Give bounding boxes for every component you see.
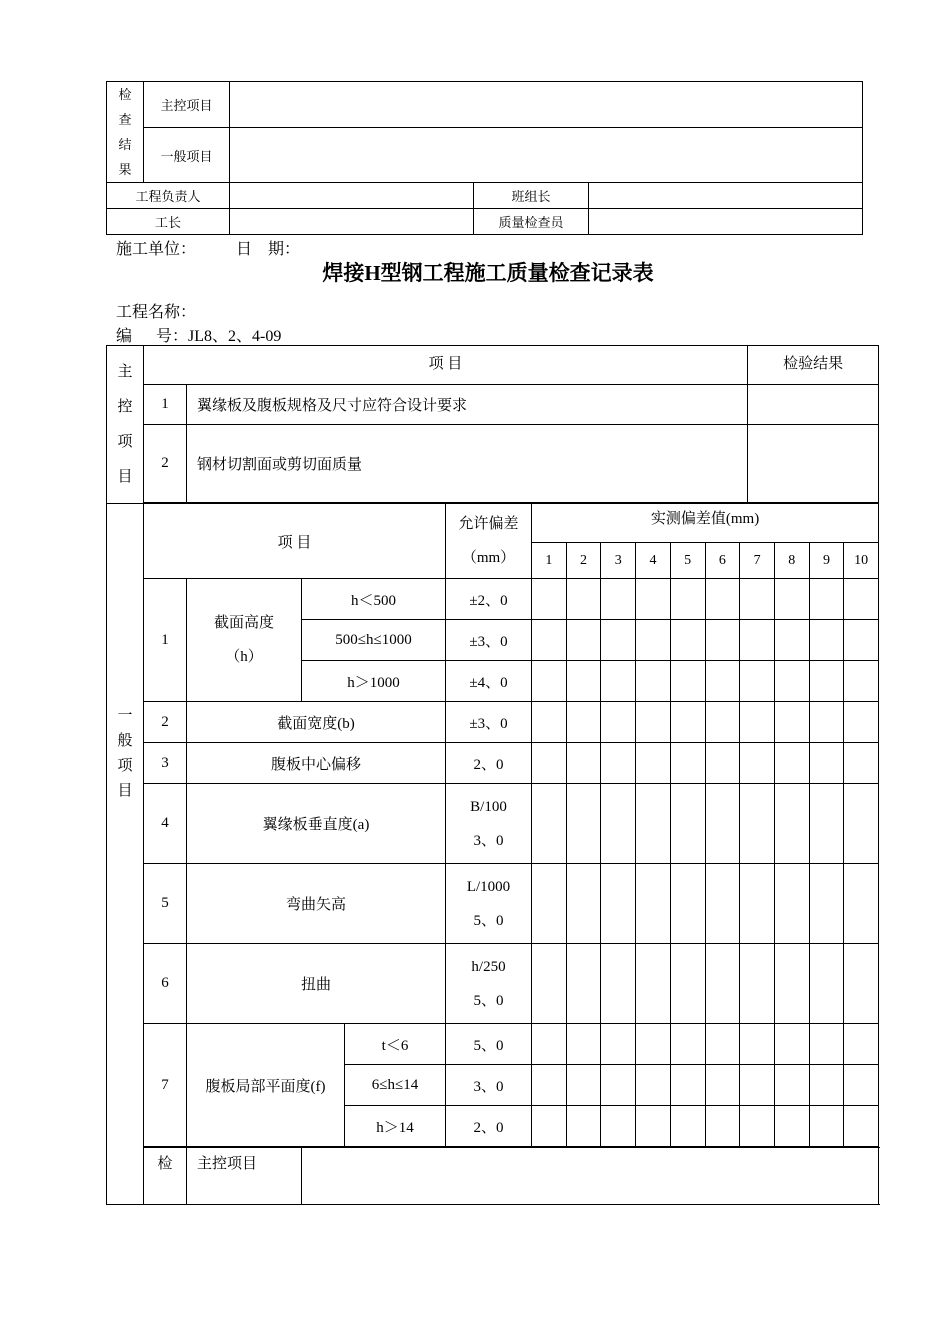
inspection-record-table xyxy=(106,345,879,1205)
measured-col-header: 2 xyxy=(567,543,602,578)
measured-cells[interactable] xyxy=(532,864,879,944)
measured-value-cell[interactable] xyxy=(532,1106,567,1146)
measured-value-cell[interactable] xyxy=(601,864,636,943)
measured-value-cell[interactable] xyxy=(636,944,671,1023)
check-result-label: 检 查 结 果 xyxy=(107,82,144,183)
measured-value-cell[interactable] xyxy=(810,743,845,783)
item-condition: h＞14 xyxy=(345,1106,446,1147)
measured-col-header: 8 xyxy=(775,543,810,578)
measured-value-cell[interactable] xyxy=(740,864,775,943)
main-row-result[interactable] xyxy=(748,385,879,425)
item-tolerance: 3、0 xyxy=(446,1065,532,1106)
measured-value-cell[interactable] xyxy=(532,661,567,701)
measured-value-cell[interactable] xyxy=(636,1024,671,1064)
measured-value-cell[interactable] xyxy=(706,743,741,783)
measured-value-cell[interactable] xyxy=(775,579,810,619)
measured-value-cell[interactable] xyxy=(775,1106,810,1146)
item-tolerance: ±2、0 xyxy=(446,579,532,620)
measured-value-cell[interactable] xyxy=(810,702,845,742)
measured-value-cell[interactable] xyxy=(671,579,706,619)
measured-value-cell[interactable] xyxy=(844,1024,878,1064)
measured-value-cell[interactable] xyxy=(810,1106,845,1146)
measured-value-cell[interactable] xyxy=(775,661,810,701)
measured-value-cell[interactable] xyxy=(740,620,775,660)
measured-value-cell[interactable] xyxy=(740,1106,775,1146)
item-name: 翼缘板垂直度(a) xyxy=(187,784,446,864)
measured-value-cell[interactable] xyxy=(601,944,636,1023)
measured-value-cell[interactable] xyxy=(844,1106,878,1146)
measured-value-cell[interactable] xyxy=(532,620,567,660)
measured-value-cell[interactable] xyxy=(706,864,741,943)
item-name: 截面高度 （h） xyxy=(187,579,302,702)
main-row-text: 翼缘板及腹板规格及尺寸应符合设计要求 xyxy=(187,385,748,425)
measured-value-cell[interactable] xyxy=(567,1024,602,1064)
bottom-main-items-label: 主控项目 xyxy=(187,1148,302,1205)
measured-cells[interactable] xyxy=(532,702,879,743)
measured-value-cell[interactable] xyxy=(671,784,706,863)
measured-value-cell[interactable] xyxy=(775,620,810,660)
item-name: 扭曲 xyxy=(187,944,446,1024)
item-tolerance: ±3、0 xyxy=(446,702,532,743)
measured-value-cell[interactable] xyxy=(601,1106,636,1146)
measured-value-cell[interactable] xyxy=(740,944,775,1023)
measured-value-cell[interactable] xyxy=(740,1065,775,1105)
measured-value-cell[interactable] xyxy=(636,579,671,619)
quality-inspector-cell[interactable] xyxy=(589,209,863,235)
measured-value-cell[interactable] xyxy=(671,1106,706,1146)
measured-value-cell[interactable] xyxy=(532,579,567,619)
measured-value-cell[interactable] xyxy=(844,784,878,863)
measured-value-cell[interactable] xyxy=(740,661,775,701)
measured-value-cell[interactable] xyxy=(775,784,810,863)
foreman-label: 工长 xyxy=(107,209,230,235)
main-row-no: 1 xyxy=(144,385,187,425)
foreman-cell[interactable] xyxy=(230,209,474,235)
measured-cells[interactable] xyxy=(532,743,879,784)
measured-value-cell[interactable] xyxy=(532,1065,567,1105)
measured-value-cell[interactable] xyxy=(844,944,878,1023)
measured-value-cell[interactable] xyxy=(740,579,775,619)
item-no: 7 xyxy=(144,1024,187,1147)
check-label: 检 xyxy=(144,1148,187,1205)
measured-value-cell[interactable] xyxy=(844,743,878,783)
measured-value-cell[interactable] xyxy=(810,620,845,660)
measured-value-cell[interactable] xyxy=(601,1065,636,1105)
measured-cells[interactable] xyxy=(532,1024,879,1065)
item-condition: h＜500 xyxy=(302,579,446,620)
project-lead-label: 工程负责人 xyxy=(107,183,230,209)
main-items-result-cell[interactable] xyxy=(230,82,863,128)
item-tolerance: 5、0 xyxy=(446,1024,532,1065)
check-result-table xyxy=(106,81,863,235)
item-no: 2 xyxy=(144,702,187,743)
main-row-no: 2 xyxy=(144,425,187,503)
item-no: 4 xyxy=(144,784,187,864)
item-tolerance: h/250 5、0 xyxy=(446,944,532,1024)
measured-value-cell[interactable] xyxy=(601,743,636,783)
item-name: 腹板局部平面度(f) xyxy=(187,1024,345,1147)
measured-cells[interactable] xyxy=(532,579,879,620)
measured-value-cell[interactable] xyxy=(775,1065,810,1105)
measured-value-cell[interactable] xyxy=(636,620,671,660)
item-no: 1 xyxy=(144,579,187,702)
measured-value-cell[interactable] xyxy=(567,620,602,660)
measured-value-cell[interactable] xyxy=(636,1106,671,1146)
measured-cells[interactable] xyxy=(532,1065,879,1106)
team-leader-cell[interactable] xyxy=(589,183,863,209)
main-row-result[interactable] xyxy=(748,425,879,503)
measured-cells[interactable] xyxy=(532,944,879,1024)
measured-col-header: 4 xyxy=(636,543,671,578)
item-condition: h＞1000 xyxy=(302,661,446,702)
measured-value-cell[interactable] xyxy=(706,661,741,701)
general-item-header: 项 目 xyxy=(144,504,446,579)
measured-value-cell[interactable] xyxy=(567,702,602,742)
measured-col-header: 3 xyxy=(601,543,636,578)
item-no: 5 xyxy=(144,864,187,944)
measured-value-cell[interactable] xyxy=(532,702,567,742)
measured-value-cell[interactable] xyxy=(532,784,567,863)
measured-value-cell[interactable] xyxy=(636,661,671,701)
measured-cells[interactable] xyxy=(532,620,879,661)
unit-date-line: 施工单位： 日 期： xyxy=(116,241,301,258)
measured-value-cell[interactable] xyxy=(810,784,845,863)
measured-value-cell[interactable] xyxy=(567,743,602,783)
measured-value-cell[interactable] xyxy=(601,620,636,660)
measured-value-cell[interactable] xyxy=(775,702,810,742)
measured-value-cell[interactable] xyxy=(532,743,567,783)
measured-value-cell[interactable] xyxy=(706,1106,741,1146)
main-result-header: 检验结果 xyxy=(748,346,879,385)
measured-value-cell[interactable] xyxy=(532,1024,567,1064)
measured-value-cell[interactable] xyxy=(601,702,636,742)
measured-cells[interactable] xyxy=(532,1106,879,1147)
measured-value-cell[interactable] xyxy=(567,1065,602,1105)
measured-value-cell[interactable] xyxy=(636,784,671,863)
measured-value-cell[interactable] xyxy=(567,661,602,701)
measured-value-cell[interactable] xyxy=(532,864,567,943)
measured-value-cell[interactable] xyxy=(775,1024,810,1064)
item-tolerance: ±4、0 xyxy=(446,661,532,702)
measured-value-cell[interactable] xyxy=(740,1024,775,1064)
measured-value-cell[interactable] xyxy=(671,661,706,701)
measured-value-cell[interactable] xyxy=(775,743,810,783)
measured-value-cell[interactable] xyxy=(636,864,671,943)
measured-col-header: 10 xyxy=(854,552,869,568)
measured-value-cell[interactable] xyxy=(706,620,741,660)
measured-value-cell[interactable] xyxy=(810,1024,845,1064)
measured-value-cell[interactable] xyxy=(532,944,567,1023)
measured-value-cell[interactable] xyxy=(601,579,636,619)
item-name: 弯曲矢高 xyxy=(187,864,446,944)
bottom-main-items-cell[interactable] xyxy=(302,1148,879,1205)
measured-value-cell[interactable] xyxy=(671,864,706,943)
main-control-label: 主 控 项 目 xyxy=(107,346,144,504)
project-name-line: 工程名称： xyxy=(116,304,197,321)
item-name: 腹板中心偏移 xyxy=(187,743,446,784)
measured-col-header: 6 xyxy=(706,543,741,578)
measured-value-cell[interactable] xyxy=(671,620,706,660)
item-condition: 500≤h≤1000 xyxy=(302,620,446,661)
measured-value-cell[interactable] xyxy=(844,661,878,701)
measured-value-cell[interactable] xyxy=(810,661,845,701)
measured-value-cell[interactable] xyxy=(601,1024,636,1064)
measured-value-cell[interactable] xyxy=(706,579,741,619)
main-item-header: 项 目 xyxy=(144,346,748,385)
measured-value-cell[interactable] xyxy=(636,702,671,742)
measured-value-cell[interactable] xyxy=(671,1065,706,1105)
team-leader-label: 班组长 xyxy=(474,183,589,209)
main-row-text: 钢材切割面或剪切面质量 xyxy=(187,425,748,503)
measured-value-cell[interactable] xyxy=(775,864,810,943)
item-no: 3 xyxy=(144,743,187,784)
measured-value-cell[interactable] xyxy=(775,944,810,1023)
measured-value-cell[interactable] xyxy=(636,1065,671,1105)
item-tolerance: 2、0 xyxy=(446,1106,532,1147)
measured-value-cell[interactable] xyxy=(810,944,845,1023)
measured-value-cell[interactable] xyxy=(567,944,602,1023)
measured-cells[interactable] xyxy=(532,784,879,864)
item-tolerance: B/100 3、0 xyxy=(446,784,532,864)
measured-value-cell[interactable] xyxy=(706,1065,741,1105)
measured-value-cell[interactable] xyxy=(671,1024,706,1064)
measured-value-cell[interactable] xyxy=(844,1065,878,1105)
measured-value-cell[interactable] xyxy=(740,743,775,783)
general-items-result-cell[interactable] xyxy=(230,128,863,183)
measured-value-cell[interactable] xyxy=(740,784,775,863)
item-name: 截面宽度(b) xyxy=(187,702,446,743)
measured-value-cell[interactable] xyxy=(706,944,741,1023)
general-label: 一 般 项 目 xyxy=(107,504,144,1205)
project-lead-cell[interactable] xyxy=(230,183,474,209)
general-items-label: 一般项目 xyxy=(144,128,230,183)
measured-value-cell[interactable] xyxy=(567,1106,602,1146)
measured-value-cell[interactable] xyxy=(844,620,878,660)
main-items-label: 主控项目 xyxy=(144,82,230,128)
measured-col-header: 9 xyxy=(810,543,845,578)
page-title: 焊接H型钢工程施工质量检查记录表 xyxy=(322,261,654,285)
item-condition: t＜6 xyxy=(345,1024,446,1065)
measured-col-header: 7 xyxy=(740,543,775,578)
measured-value-cell[interactable] xyxy=(706,702,741,742)
measured-col-header: 5 xyxy=(671,543,706,578)
measured-value-cell[interactable] xyxy=(844,579,878,619)
item-tolerance: ±3、0 xyxy=(446,620,532,661)
measured-cells[interactable] xyxy=(532,661,879,702)
quality-inspector-label: 质量检查员 xyxy=(474,209,589,235)
measured-value-cell[interactable] xyxy=(810,579,845,619)
tolerance-header: 允许偏差 （mm） xyxy=(446,504,532,579)
measured-value-cell[interactable] xyxy=(636,743,671,783)
item-tolerance: L/1000 5、0 xyxy=(446,864,532,944)
measured-value-cell[interactable] xyxy=(671,944,706,1023)
measured-value-cell[interactable] xyxy=(671,743,706,783)
measured-value-cell[interactable] xyxy=(706,784,741,863)
measured-value-cell[interactable] xyxy=(706,1024,741,1064)
measured-value-cell[interactable] xyxy=(567,579,602,619)
item-tolerance: 2、0 xyxy=(446,743,532,784)
measured-value-cell[interactable] xyxy=(844,702,878,742)
measured-value-cell[interactable] xyxy=(567,864,602,943)
item-condition: 6≤h≤14 xyxy=(345,1065,446,1106)
measured-value-cell[interactable] xyxy=(601,661,636,701)
measured-value-cell[interactable] xyxy=(740,702,775,742)
measured-value-cell[interactable] xyxy=(567,784,602,863)
measured-value-cell[interactable] xyxy=(844,864,878,943)
measured-header: 实测偏差值(mm) 1 2 3 4 5 6 7 8 9 10 xyxy=(532,504,879,579)
number-line: 编 号：JL8、2、4-09 xyxy=(116,328,282,345)
measured-value-cell[interactable] xyxy=(671,702,706,742)
measured-col-header: 1 xyxy=(532,543,567,578)
measured-value-cell[interactable] xyxy=(810,1065,845,1105)
measured-value-cell[interactable] xyxy=(810,864,845,943)
item-no: 6 xyxy=(144,944,187,1024)
measured-value-cell[interactable] xyxy=(601,784,636,863)
